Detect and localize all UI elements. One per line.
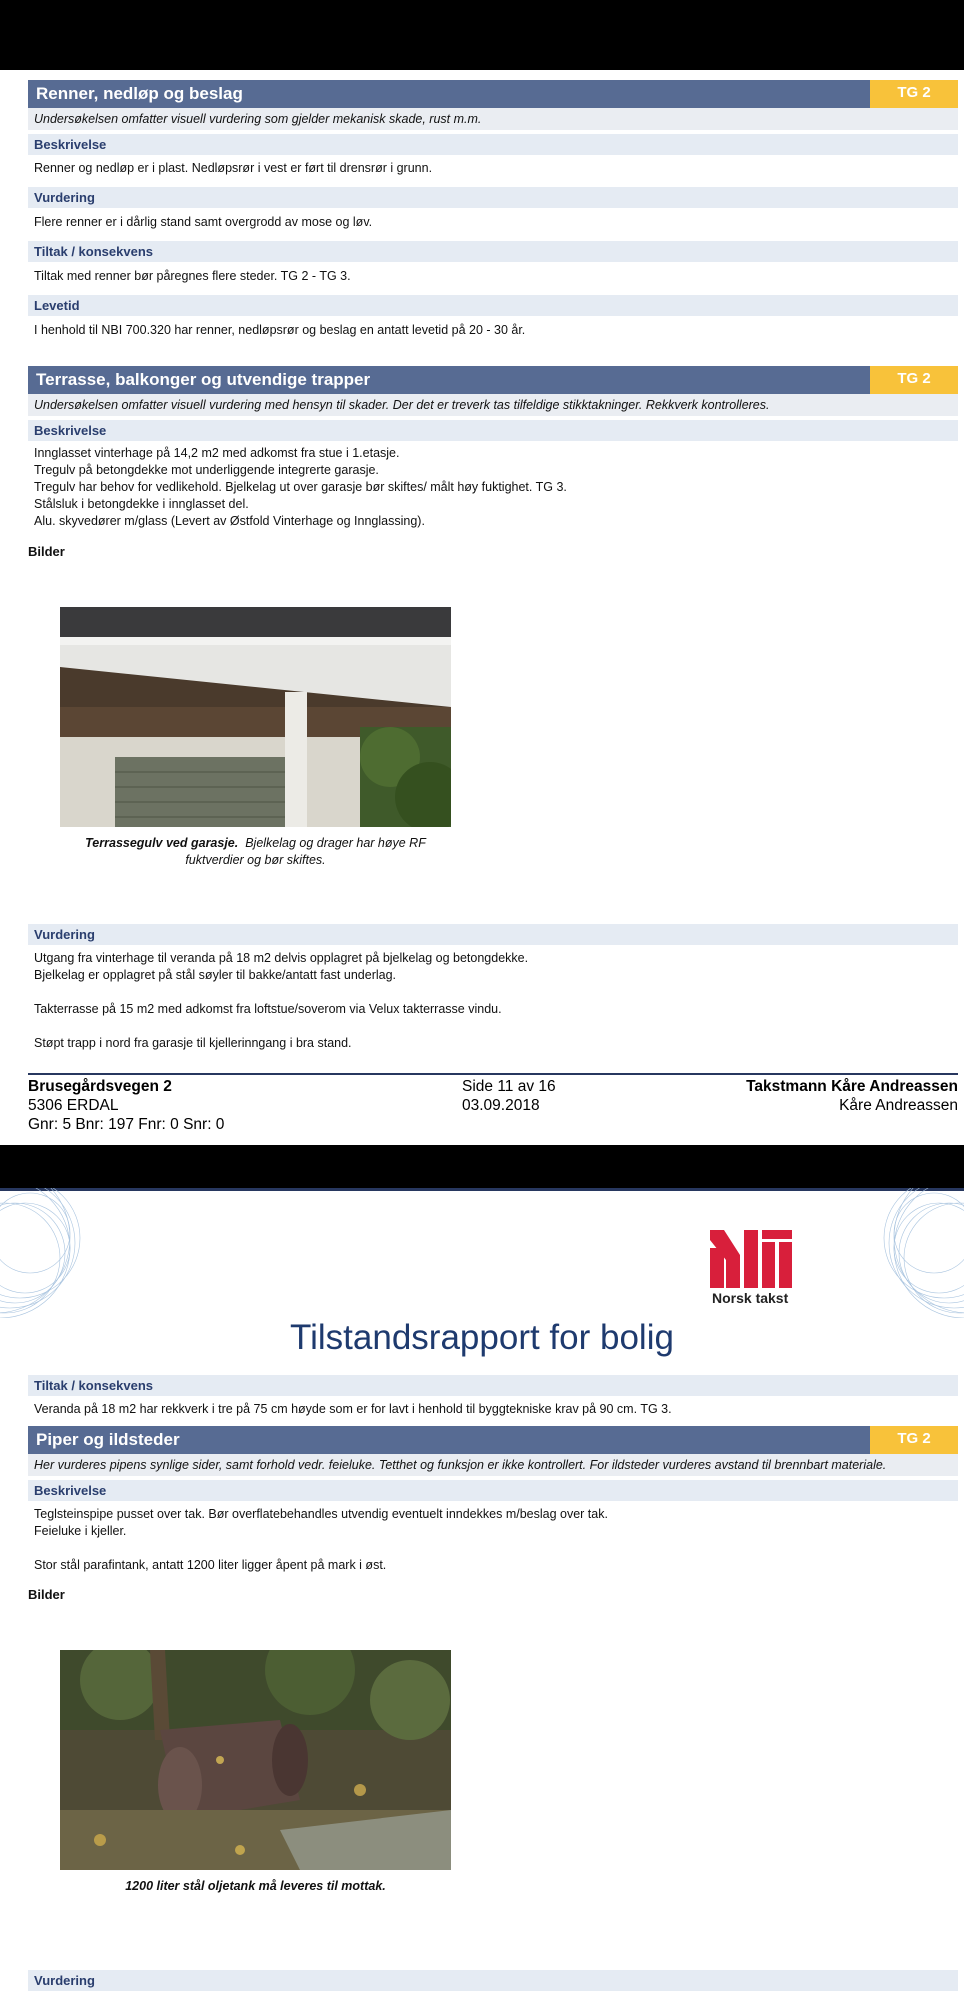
norsk-takst-logo-icon [710, 1230, 810, 1290]
text-line: Teglsteinspipe pusset over tak. Bør overflatebehandles utvendig eventuelt inndekkes m/beslag over tak. [34, 1507, 608, 1521]
label-vurdering: Vurdering [28, 924, 958, 945]
section-header-piper [28, 1426, 958, 1454]
guilloche-decoration-right [834, 1188, 964, 1318]
footer-gnr: Gnr: 5 Bnr: 197 Fnr: 0 Snr: 0 [28, 1116, 225, 1133]
beskrivelse-text [34, 1506, 954, 1574]
photo-garage-terrace [60, 607, 451, 827]
tg-badge: TG 2 [870, 80, 958, 108]
report-title: Tilstandsrapport for bolig [290, 1318, 674, 1357]
footer-address: Brusegårdsvegen 2 [28, 1078, 172, 1095]
text-line: Takterrasse på 15 m2 med adkomst fra loftstue/soverom via Velux takterrasse vindu. [34, 1002, 502, 1016]
bilder-label: Bilder [28, 1587, 65, 1602]
section-intro: Undersøkelsen omfatter visuell vurdering som gjelder mekanisk skade, rust m.m. [28, 108, 958, 130]
text-line: Støpt trapp i nord fra garasje til kjellerinngang i bra stand. [34, 1036, 352, 1050]
caption-line2: fuktverdier og bør skiftes. [185, 853, 326, 867]
text-line: Bjelkelag er opplagret på stål søyler til bakke/antatt fast underlag. [34, 968, 397, 982]
beskrivelse-text: Renner og nedløp er i plast. Nedløpsrør i vest er ført til drensrør i grunn. [34, 161, 433, 175]
tg-badge: TG 2 [870, 1426, 958, 1454]
report-page-12 [0, 1188, 964, 2000]
footer-page-number: Side 11 av 16 [462, 1078, 556, 1095]
footer-address-block [28, 1077, 224, 1134]
text-line [34, 1540, 954, 1557]
tg-badge: TG 2 [870, 366, 958, 394]
guilloche-decoration-left [0, 1188, 130, 1318]
footer-date: 03.09.2018 [462, 1097, 540, 1114]
text-line [34, 1018, 954, 1035]
text-line: Tregulv har behov for vedlikehold. Bjelkelag ut over garasje bør skiftes/ målt høy fuktighet. TG 3. [34, 480, 567, 494]
caption-bold: Terrassegulv ved garasje. [85, 836, 239, 850]
text-line: Tregulv på betongdekke mot underliggende integrerte garasje. [34, 463, 379, 477]
logo-text: Norsk takst [712, 1290, 789, 1306]
label-vurdering: Vurdering [28, 1970, 958, 1991]
footer-company-block [746, 1077, 958, 1115]
section-title: Piper og ildsteder [36, 1430, 180, 1449]
levetid-text: I henhold til NBI 700.320 har renner, nedløpsrør og beslag en antatt levetid på 20 - 30 år. [34, 323, 526, 337]
photo-caption: 1200 liter stål oljetank må leveres til mottak. [125, 1879, 386, 1893]
section-intro: Undersøkelsen omfatter visuell vurdering med hensyn til skader. Der det er treverk tas tilfeldige stikktakninger. Rekkverk kontrolleres. [28, 394, 958, 416]
photo-oil-tank [60, 1650, 451, 1870]
section-header-renner [28, 80, 958, 108]
report-page-11 [0, 70, 964, 1145]
label-tiltak: Tiltak / konsekvens [28, 241, 958, 262]
tiltak-text: Tiltak med renner bør påregnes flere steder. TG 2 - TG 3. [34, 269, 351, 283]
text-line: Stor stål parafintank, antatt 1200 liter ligger åpent på mark i øst. [34, 1558, 387, 1572]
footer-page-block [462, 1077, 556, 1115]
section-intro: Her vurderes pipens synlige sider, samt forhold vedr. feieluke. Tetthet og funksjon er ikke kontrollert. For ildsteder vurderes avstand til brennbart materiale. [28, 1454, 958, 1476]
page-gap-bar [0, 1145, 964, 1188]
text-line: Utgang fra vinterhage til veranda på 18 m2 delvis opplagret på bjelkelag og betongdekke. [34, 951, 529, 965]
footer-divider [28, 1073, 958, 1075]
text-line: Stålsluk i betongdekke i innglasset del. [34, 497, 249, 511]
vurdering-text: Flere renner er i dårlig stand samt overgrodd av mose og løv. [34, 215, 373, 229]
top-black-bar [0, 0, 964, 70]
footer-postal: 5306 ERDAL [28, 1097, 119, 1114]
section-title: Renner, nedløp og beslag [36, 84, 243, 103]
section-title: Terrasse, balkonger og utvendige trapper [36, 370, 371, 389]
text-line: Alu. skyvedører m/glass (Levert av Østfold Vinterhage og Innglassing). [34, 514, 425, 528]
text-line: Feieluke i kjeller. [34, 1524, 127, 1538]
label-vurdering: Vurdering [28, 187, 958, 208]
label-beskrivelse: Beskrivelse [28, 134, 958, 155]
section-header-terrasse [28, 366, 958, 394]
tiltak-text: Veranda på 18 m2 har rekkverk i tre på 75 cm høyde som er for lavt i henhold til byggtekniske krav på 90 cm. TG 3. [34, 1402, 672, 1416]
label-levetid: Levetid [28, 295, 958, 316]
bilder-label: Bilder [28, 544, 65, 559]
label-beskrivelse: Beskrivelse [28, 420, 958, 441]
vurdering-text [34, 950, 954, 1052]
page-top-rule [0, 1188, 964, 1191]
caption-rest: Bjelkelag og drager har høye RF [245, 836, 426, 850]
footer-person: Kåre Andreassen [839, 1097, 958, 1114]
photo-caption [60, 835, 451, 869]
text-line [34, 984, 954, 1001]
label-beskrivelse: Beskrivelse [28, 1480, 958, 1501]
beskrivelse-text [34, 445, 954, 530]
text-line: Innglasset vinterhage på 14,2 m2 med adkomst fra stue i 1.etasje. [34, 446, 400, 460]
footer-company: Takstmann Kåre Andreassen [746, 1078, 958, 1095]
label-tiltak: Tiltak / konsekvens [28, 1375, 958, 1396]
